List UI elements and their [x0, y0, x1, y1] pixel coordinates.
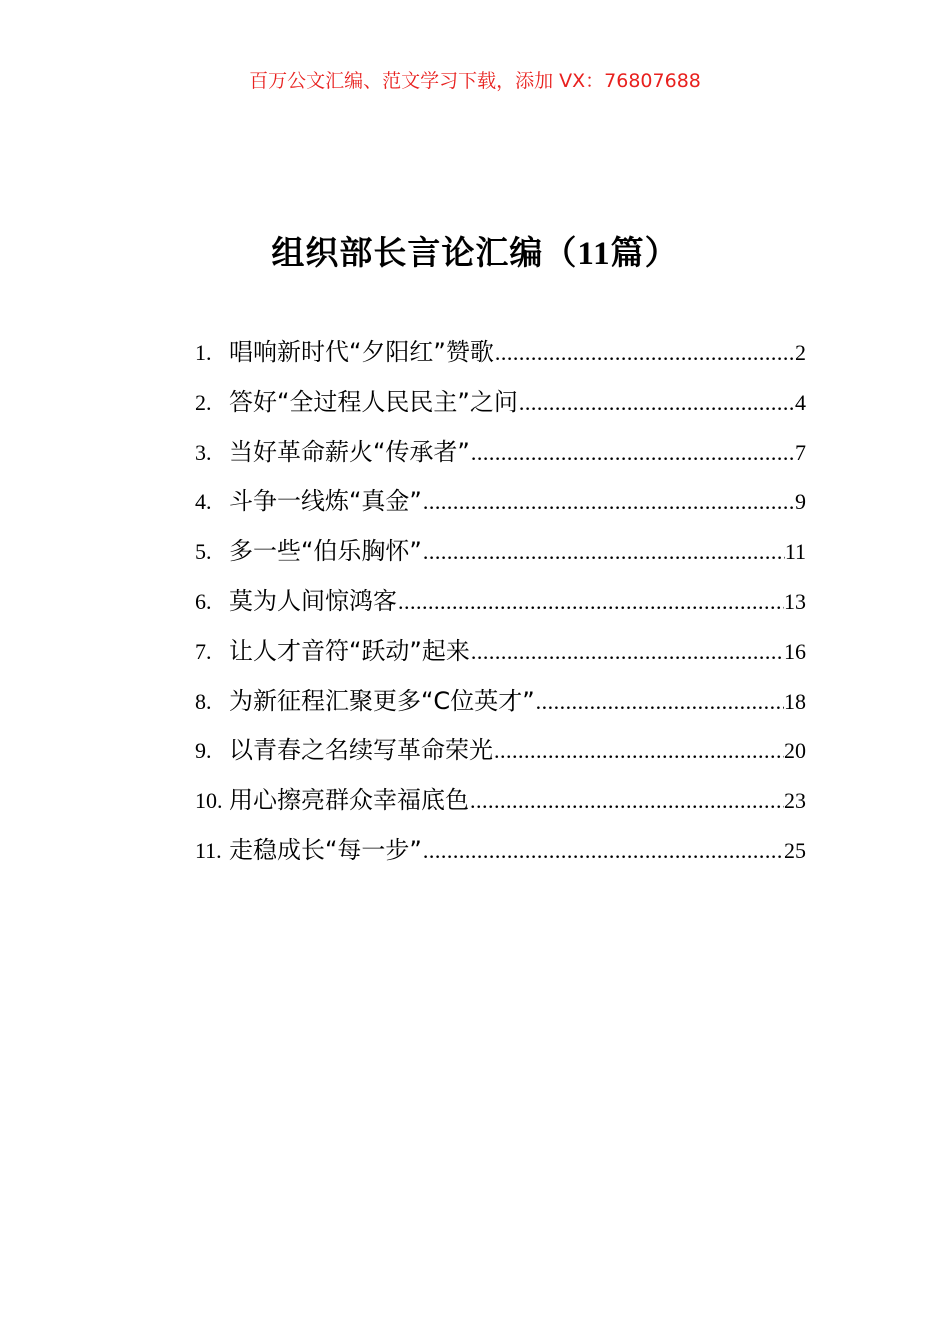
toc-entry-number: 1.	[195, 340, 212, 365]
title-suffix: 篇）	[610, 233, 679, 272]
toc-dot-leader	[471, 627, 784, 677]
toc-entry-title: 当好革命薪火“传承者”	[229, 437, 470, 466]
toc-entry-number: 8.	[195, 688, 212, 714]
table-of-contents	[195, 328, 806, 876]
toc-entry-page: 4	[795, 389, 806, 415]
toc-entry-page: 20	[784, 738, 806, 764]
toc-entry-number: 4.	[195, 489, 212, 515]
toc-dot-leader	[470, 776, 784, 826]
toc-entry[interactable]	[195, 726, 806, 776]
toc-entry-number: 11.	[195, 837, 222, 863]
toc-entry[interactable]	[195, 826, 806, 876]
toc-entry-page: 9	[795, 489, 806, 515]
toc-dot-leader	[423, 826, 784, 876]
toc-entry[interactable]	[195, 428, 806, 478]
toc-dot-leader	[495, 328, 795, 378]
toc-entry-title: 斗争一线炼“真金”	[229, 487, 422, 516]
toc-entry-title: 为新征程汇聚更多“C位英才”	[229, 686, 535, 715]
toc-entry-page: 16	[784, 638, 806, 664]
toc-entry-title: 多一些“伯乐胸怀”	[229, 537, 422, 566]
toc-entry[interactable]	[195, 328, 806, 378]
toc-entry[interactable]	[195, 527, 806, 577]
toc-entry[interactable]	[195, 378, 806, 428]
header-note	[0, 66, 950, 96]
toc-entry-page: 18	[784, 688, 806, 714]
toc-dot-leader	[423, 477, 795, 527]
toc-entry[interactable]	[195, 477, 806, 527]
toc-entry[interactable]	[195, 577, 806, 627]
toc-entry-page: 7	[795, 439, 806, 465]
toc-entry-title: 唱响新时代“夕阳红”赞歌	[229, 338, 494, 366]
toc-entry-number: 7.	[195, 638, 212, 664]
toc-dot-leader	[494, 726, 784, 776]
toc-entry[interactable]	[195, 776, 806, 826]
toc-entry-number: 3.	[195, 439, 212, 465]
toc-dot-leader	[519, 378, 795, 428]
toc-entry-title: 以青春之名续写革命荣光	[229, 736, 493, 765]
toc-entry-page: 13	[784, 588, 806, 614]
toc-entry-number: 9.	[195, 738, 212, 764]
toc-entry-page: 25	[784, 837, 806, 863]
title-count: 11	[577, 236, 611, 272]
toc-entry-title: 用心擦亮群众幸福底色	[229, 786, 469, 815]
toc-entry[interactable]	[195, 677, 806, 727]
header-note-text: 百万公文汇编、范文学习下载，添加 VX：76807688	[249, 70, 701, 92]
title-prefix: 组织部长言论汇编（	[271, 233, 578, 272]
toc-entry-number: 6.	[195, 588, 212, 614]
toc-entry-title: 答好“全过程人民民主”之问	[229, 387, 518, 416]
toc-entry-title: 莫为人间惊鸿客	[229, 586, 397, 615]
toc-dot-leader	[423, 527, 785, 577]
toc-entry-number: 10.	[195, 788, 223, 814]
toc-entry-page: 2	[795, 340, 806, 365]
toc-dot-leader	[536, 677, 784, 727]
toc-entry-page: 11	[784, 539, 806, 565]
toc-entry-title: 让人才音符“跃动”起来	[229, 636, 470, 665]
toc-entry-title: 走稳成长“每一步”	[229, 835, 422, 864]
toc-dot-leader	[471, 428, 795, 478]
toc-entry-number: 2.	[195, 389, 212, 415]
toc-entry-number: 5.	[195, 539, 212, 565]
toc-entry[interactable]	[195, 627, 806, 677]
toc-entry-page: 23	[784, 788, 806, 814]
toc-dot-leader	[398, 577, 784, 627]
document-title	[0, 228, 950, 279]
